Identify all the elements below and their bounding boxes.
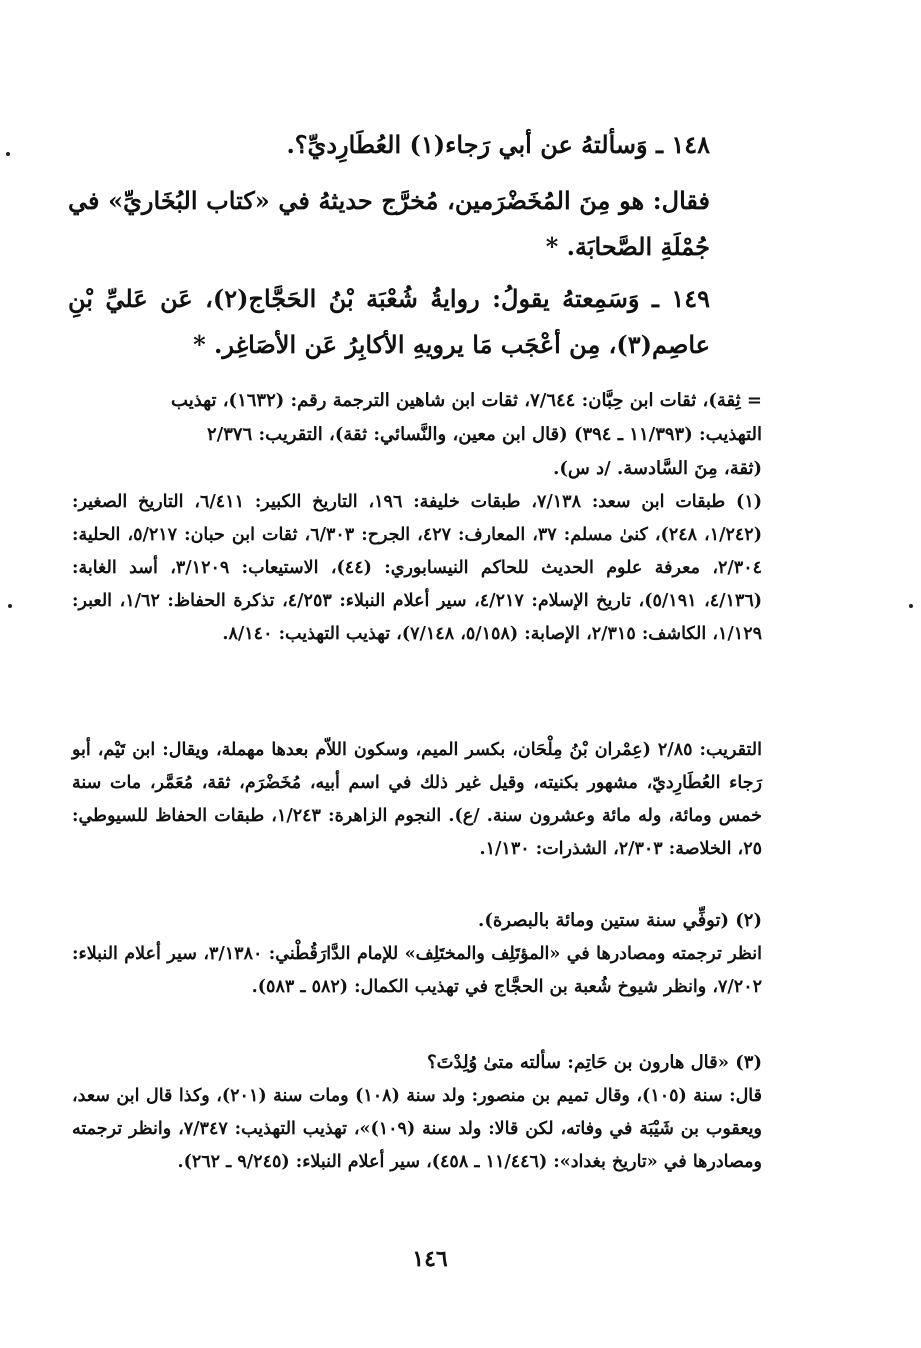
footnote-3-continuation: قال: سنة (١٠٥)، وقال تميم بن منصور: ولد سنة (١٠٨) ومات سنة (٢٠١)، وكذا قال ابن سعد، ويعقوب بن شَيْبَة في وفاته، لكن قالا: ولد سنة (١٠٩)»، تهذيب التهذيب: ٧/٣٤٧، وانظر ترجمته ومصادرها في «تاريخ بغداد»: (١١/٤٤٦ ـ ٤٥٨)، سير أعلام النبلاء: (٩/٢٤٥ ـ ٢٦٢). [72,1086,763,1172]
margin-dot [909,604,913,608]
footnote-continuation-line-2: التهذيب: (١١/٣٩٣ ـ ٣٩٤) (قال ابن معين، والنَّسائي: ثقة)، التقريب: ٢/٣٧٦ [206,424,762,445]
footnote-continuation-line-1: = ثِقة)، ثقات ابن حِبَّان: ٧/٦٤٤، ثقات ابن شاهين الترجمة رقم: (١٦٣٢)، تهذيب [171,390,762,411]
entry-148-answer: فقال: هو مِنَ المُخَضْرَمين، مُخرَّج حديثهُ في «كتاب البُخَاريِّ» في جُمْلَةِ الصَّحابَة. * [68,186,710,261]
margin-dot [8,604,12,608]
footnote-2-continuation: انظر ترجمته ومصادرها في «المؤتَلِف والمختَلِف» للإمام الدَّارَقُطْني: ٣/١٣٨٠، سير أعلام النبلاء: ٧/٢٠٢، وانظر شيوخ شُعبة بن الحجَّاج في تهذيب الكمال: (٥٨٢ ـ ٥٨٣). [72,944,762,997]
footnote-2: (٢) (توفِّي سنة ستين ومائة بالبصرة). [478,910,762,931]
margin-dot [6,152,10,156]
footnote-continuation-line-3: (ثقة، مِنَ السَّادسة. /د س). [553,458,762,479]
entry-148-question: ١٤٨ ـ وَسألتهُ عن أبي رَجاء(١) العُطَارِديِّ؟. [286,130,710,159]
footnote-1-continuation: التقريب: ٢/٨٥ (عِمْران بْنُ مِلْحَان، بكسر الميم، وسكون اللاّم بعدها مهملة، ويقال: ابن تَيْم، أبو رَجاء العُطَارِديّ، مشهور بكنيته، وقيل غير ذلك في اسم أبيه، مُخَضْرَم، ثقة، مُعَمَّر، مات سنة خمس ومائة، وله مائة وعشرون سنة. /ع). النجوم الزاهرة: ١/٢٤٣، طبقات الحفاظ للسيوطي: ٢٥، الخلاصة: ٢/٣٠٣، الشذرات: ١/١٣٠. [72,740,762,859]
page-number: ١٤٦ [412,1246,448,1272]
footnote-3: (٣) «قال هارون بن حَاتِم: سألته متىٰ وُلِدْتَ؟ [427,1052,762,1073]
entry-149: ١٤٩ ـ وَسَمِعتهُ يقولُ: روايةُ شُعْبَة بْنُ الحَجَّاج(٢)، عَن عَليِّ بْنِ عاصِم(٣)، مِن أعْجَب مَا يرويهِ الأكابِرُ عَن الأصَاغِر. * [68,284,710,359]
footnote-1: (١) طبقات ابن سعد: ٧/١٣٨، طبقات خليفة: ١٩٦، التاريخ الكبير: ٦/٤١١، التاريخ الصغير: (١/٢٤٢، ٢٤٨)، كنىٰ مسلم: ٣٧، المعارف: ٤٢٧، الجرح: ٦/٣٠٣، ثقات ابن حبان: ٥/٢١٧، الحلية: ٢/٣٠٤، معرفة علوم الحديث للحاكم النيسابوري: (٤٤)، الاستيعاب: ٣/١٢٠٩، أسد الغابة: (٤/١٣٦، ٥/١٩١)، تاريخ الإسلام: ٤/٢١٧، سير أعلام النبلاء: ٤/٢٥٣، تذكرة الحفاظ: ١/٦٢، العبر: ١/١٢٩، الكاشف: ٢/٣١٥، الإصابة: (٥/١٥٨، ٧/١٤٨)، تهذيب التهذيب: ٨/١٤٠. [72,492,763,644]
